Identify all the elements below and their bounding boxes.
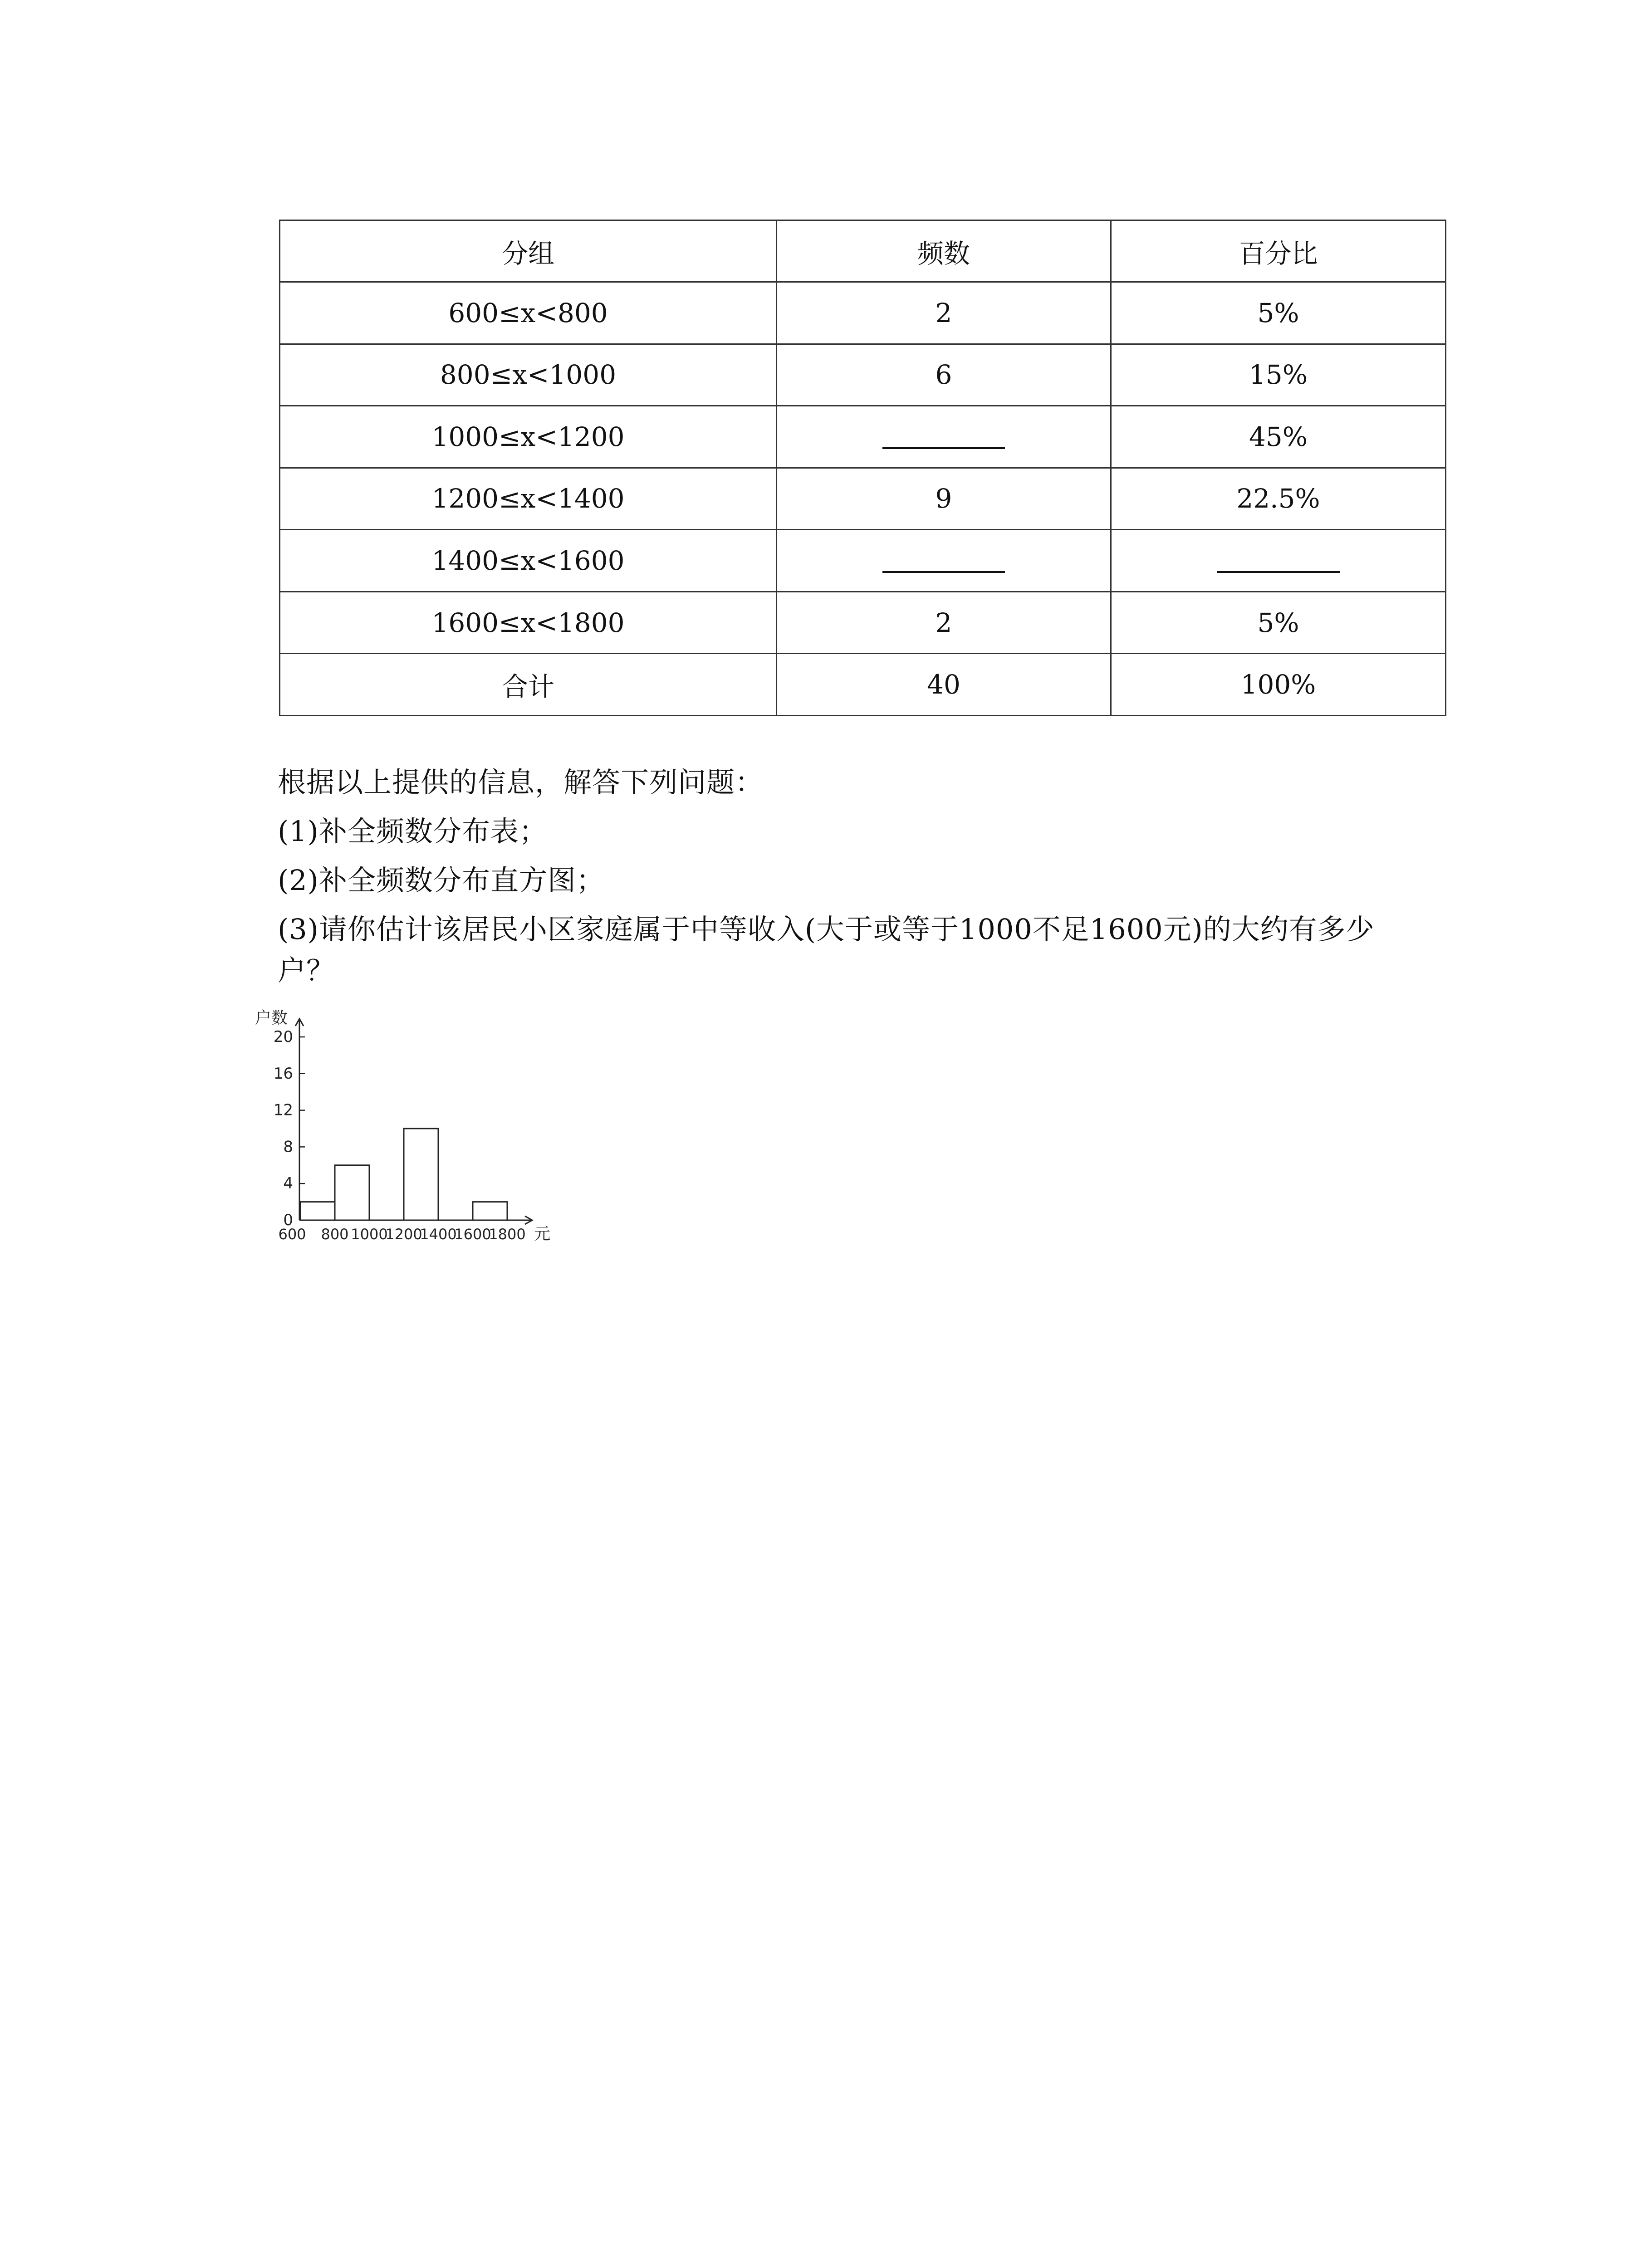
frequency-table [279, 220, 1446, 716]
y-tick-label: 8 [283, 1138, 293, 1156]
cell-freq: 40 [777, 654, 1111, 716]
question-1: (1)补全频数分布表； [278, 815, 548, 848]
cell-freq: 2 [777, 591, 1111, 654]
cell-pct [1111, 530, 1446, 592]
x-tick-label: 800 [321, 1226, 349, 1243]
cell-group: 800≤x<1000 [280, 344, 777, 406]
question-3-cont: 户？ [278, 954, 335, 987]
answer-blank[interactable] [882, 429, 1005, 449]
cell-freq [777, 530, 1111, 592]
table-header-row [280, 220, 1446, 282]
cell-group: 1600≤x<1800 [280, 591, 777, 654]
y-tick-label: 12 [273, 1101, 293, 1119]
cell-group: 600≤x<800 [280, 282, 777, 344]
x-tick-label: 1200 [385, 1226, 422, 1243]
y-tick-label: 20 [273, 1028, 293, 1046]
table-row [280, 282, 1446, 344]
table-row [280, 530, 1446, 592]
table-row [280, 344, 1446, 406]
answer-blank[interactable] [1217, 553, 1340, 573]
x-tick-label: 600 [278, 1226, 306, 1243]
cell-pct: 5% [1111, 591, 1446, 654]
x-axis-title: 元 [534, 1225, 551, 1243]
histogram-bars [300, 1129, 507, 1220]
y-tick-label: 16 [273, 1064, 293, 1083]
header-frequency: 频数 [777, 220, 1111, 282]
y-axis-title: 户数 [255, 1009, 288, 1027]
cell-pct: 45% [1111, 406, 1446, 468]
histogram-bar [404, 1129, 438, 1220]
question-3: (3)请你估计该居民小区家庭属于中等收入(大于或等于1000不足1600元)的大约有多少 [278, 913, 1375, 946]
table-row [280, 654, 1446, 716]
x-tick-label: 1400 [420, 1226, 457, 1243]
income-histogram [254, 984, 644, 1243]
cell-freq [777, 406, 1111, 468]
cell-group: 1000≤x<1200 [280, 406, 777, 468]
x-tick-label: 1800 [489, 1226, 526, 1243]
cell-group: 1400≤x<1600 [280, 530, 777, 592]
cell-pct: 15% [1111, 344, 1446, 406]
histogram-bar [473, 1202, 507, 1220]
y-tick-label: 4 [283, 1174, 293, 1193]
cell-freq: 9 [777, 468, 1111, 530]
histogram-bar [335, 1165, 369, 1220]
cell-group: 合计 [280, 654, 777, 716]
cell-freq: 2 [777, 282, 1111, 344]
question-intro: 根据以上提供的信息，解答下列问题： [278, 766, 764, 799]
question-2: (2)补全频数分布直方图； [278, 864, 605, 897]
x-tick-label: 1000 [351, 1226, 388, 1243]
header-group: 分组 [280, 220, 777, 282]
histogram-bar [300, 1202, 335, 1220]
table-row [280, 591, 1446, 654]
table-row [280, 468, 1446, 530]
table-row [280, 406, 1446, 468]
header-percent: 百分比 [1111, 220, 1446, 282]
cell-pct: 100% [1111, 654, 1446, 716]
x-tick-label: 1600 [454, 1226, 491, 1243]
y-tick-label: 0 [283, 1211, 293, 1229]
cell-pct: 5% [1111, 282, 1446, 344]
cell-freq: 6 [777, 344, 1111, 406]
cell-pct: 22.5% [1111, 468, 1446, 530]
answer-blank[interactable] [882, 553, 1005, 573]
cell-group: 1200≤x<1400 [280, 468, 777, 530]
